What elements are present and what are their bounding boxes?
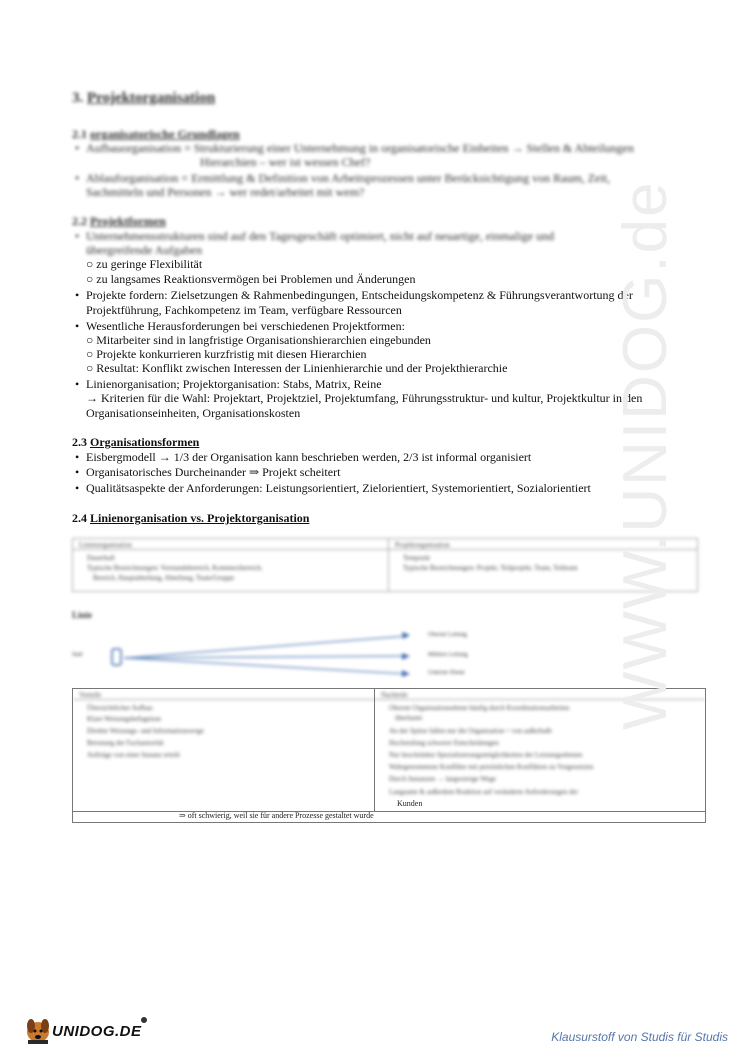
diagram-target-3: Unterste Ebene — [428, 670, 465, 676]
diagram-left-label: Stab — [72, 652, 83, 658]
comparison-table — [72, 538, 698, 592]
diagram-target-1: Oberste Leitung — [428, 632, 467, 638]
section-number: 2.3 — [72, 435, 87, 449]
sec22-bullet-4: • Linienorganisation; Projektorganisation: Stabs, Matrix, Reine — [86, 377, 382, 392]
table2-left-header: Vorteile — [79, 691, 102, 699]
sec22-bullet-3-sub-1: ○ Mitarbeiter sind in langfristige Organisationshierarchien eingebunden — [86, 333, 431, 347]
table1-right-item: Typische Bezeichnungen: Projekt, Teilprojekt, Team, Teilteam — [403, 564, 578, 572]
section-number: 2.1 — [72, 127, 87, 141]
table-divider — [388, 539, 389, 591]
sec22-bullet-2-cont: Projektführung, Fachkompetenz im Team, verfügbare Ressourcen — [86, 303, 402, 317]
table1-left-item: Bereich, Hauptabteilung, Abteilung, Team/Gruppe — [93, 574, 235, 582]
heading-title: Projektorganisation — [87, 90, 216, 106]
sec23-item-1: • Eisbergmodell → 1/3 der Organisation kann beschrieben werden, 2/3 ist informal organisiert — [86, 450, 531, 465]
table2-right-item: Durch Instanzen → langwierige Wege — [389, 775, 496, 783]
section-title: Organisationsformen — [90, 435, 200, 449]
sec23-item-2: • Organisatorisches Durcheinander ⇒ Projekt scheitert — [86, 465, 340, 480]
section-2-2-heading — [72, 214, 166, 229]
sec22-bullet-4-cont-1: → Kriterien für die Wahl: Projektart, Projektziel, Projektumfang, Führungsstruktur- und kultur, Projektkultur in den — [86, 391, 643, 405]
sec22-bullet-4-cont-2: Organisationseinheiten, Organisationskosten — [86, 406, 301, 420]
sec22-sub-2: ○ zu langsames Reaktionsvermögen bei Problemen und Änderungen — [86, 272, 416, 286]
section-title: Projektformen — [90, 214, 166, 228]
watermark: WWW.UNIDOG.de — [611, 180, 680, 730]
diagram-arrows — [110, 628, 430, 688]
table2-right-header: Nachteile — [381, 691, 408, 699]
heading-number: 3. — [72, 90, 84, 106]
sec22-blur-line-2: übergreifende Aufgaben — [86, 243, 203, 257]
table2-left-item: Direkte Weisungs- und Informationswege — [87, 727, 204, 735]
sec21-item-2-cont: Sachmitteln und Personen → wer redet/arbeitet mit wem? — [86, 185, 365, 199]
table1-left-header: Linienorganisation — [79, 541, 132, 549]
table-divider — [73, 549, 697, 550]
arrow-line-1 — [124, 636, 408, 658]
section-number: 2.4 — [72, 511, 87, 525]
section-title: organisatorische Grundlagen — [90, 127, 240, 141]
arrowhead-3 — [402, 670, 410, 677]
sec22-sub-1-text: ○ zu geringe Flexibilität — [86, 259, 203, 271]
table2-left-item: Klare Weisungsbefugnisse — [87, 715, 162, 723]
sec22-sub-1 — [86, 259, 202, 272]
footer-slogan: Klausurstoff von Studis für Studis — [551, 1030, 728, 1044]
arrow-line-2 — [124, 656, 408, 658]
sec21-item-1-cont: Hierarchien – wer ist wessen Chef? — [200, 155, 371, 169]
table2-right-item: Wahrgenommene Konflikte mit persönlichen Konflikten zu Vorgesetzten — [389, 763, 594, 771]
table2-left-item: Betonung der Fachautorität — [87, 739, 164, 747]
sec21-item-2: • Ablauforganisation = Ermittlung & Definition von Arbeitsprozessen unter Berücksichtigung von Raum, Zeit, — [86, 171, 610, 186]
sec22-bullet-3-sub-2: ○ Projekte konkurrieren kurzfristig mit diesen Hierarchien — [86, 347, 367, 361]
section-2-1-heading — [72, 127, 240, 142]
table2-footer-text: ⇒ oft schwierig, weil sie für andere Prozesse gestaltet wurde — [179, 811, 374, 820]
sec23-item-3: • Qualitätsaspekte der Anforderungen: Leistungsorientiert, Zielorientiert, Systemorientiert, Sozialorientiert — [86, 481, 591, 496]
table2-left-item: Aufträge von einer Instanz erteilt — [87, 751, 180, 759]
table1-left-item: Typische Bezeichnungen: Vorstandsbereich, Kommerzbereich, — [87, 564, 263, 572]
sec22-blur-line-1: • Unternehmensstrukturen sind auf den Tagesgeschäft optimiert, nicht auf neuartige, einmalige und — [86, 229, 554, 244]
table1-right-item: Temporär — [403, 554, 431, 562]
diagram-title: Linie — [72, 610, 93, 620]
table1-left-item: Dauerhaft — [87, 554, 115, 562]
table2-right-item: Langsame & außerdem Reaktion auf veränderte Anforderungen der — [389, 788, 579, 796]
table2-right-item: Nur beschränkte Spezialisierungsmöglichkeiten der Leistungsebenen — [389, 751, 583, 759]
pros-cons-footer-row — [72, 810, 706, 823]
table2-left-item: Übersichtlicher Aufbau — [87, 704, 153, 712]
arrowhead-2 — [402, 653, 410, 660]
sec22-bullet-3: • Wesentliche Herausforderungen bei verschiedenen Projektformen: — [86, 319, 405, 334]
table-column-divider — [374, 689, 375, 811]
logo-text: UNIDOG.DE — [52, 1023, 142, 1040]
sec22-bullet-3-sub-3: ○ Resultat: Konflikt zwischen Interessen der Linienhierarchie und der Projekthierarchie — [86, 361, 508, 375]
arrowhead-1 — [402, 632, 410, 639]
table2-right-item: Hochstufung schwerer Entscheidungen — [389, 739, 499, 747]
section-number: 2.2 — [72, 214, 87, 228]
table2-right-item: überlastet — [395, 714, 423, 722]
section-title: Linienorganisation vs. Projektorganisation — [90, 511, 310, 525]
section-2-4-heading — [72, 511, 309, 526]
arrow-line-3 — [124, 658, 408, 674]
table1-right-header: Projektorganisation — [395, 541, 450, 549]
sec21-item-1: • Aufbauorganisation = Strukturierung einer Unternehmung in organisatorische Einheiten → Stellen & Abteilungen — [86, 141, 634, 156]
table2-right-last-line: Kunden — [397, 799, 423, 808]
sec22-bullet-2: • Projekte fordern: Zielsetzungen & Rahmenbedingungen, Entscheidungskompetenz & Führungsverantwortung der — [86, 288, 633, 303]
diagram-target-2: Mittlere Leitung — [428, 652, 468, 658]
table2-right-item: An der Spitze fallen nur die Organisation = von außerhalb — [389, 727, 552, 735]
section-2-3-heading — [72, 435, 199, 450]
page-heading — [72, 90, 215, 107]
table2-right-item: Oberste Organisationsebene häufig durch Koordinationsarbeiten — [389, 704, 570, 712]
